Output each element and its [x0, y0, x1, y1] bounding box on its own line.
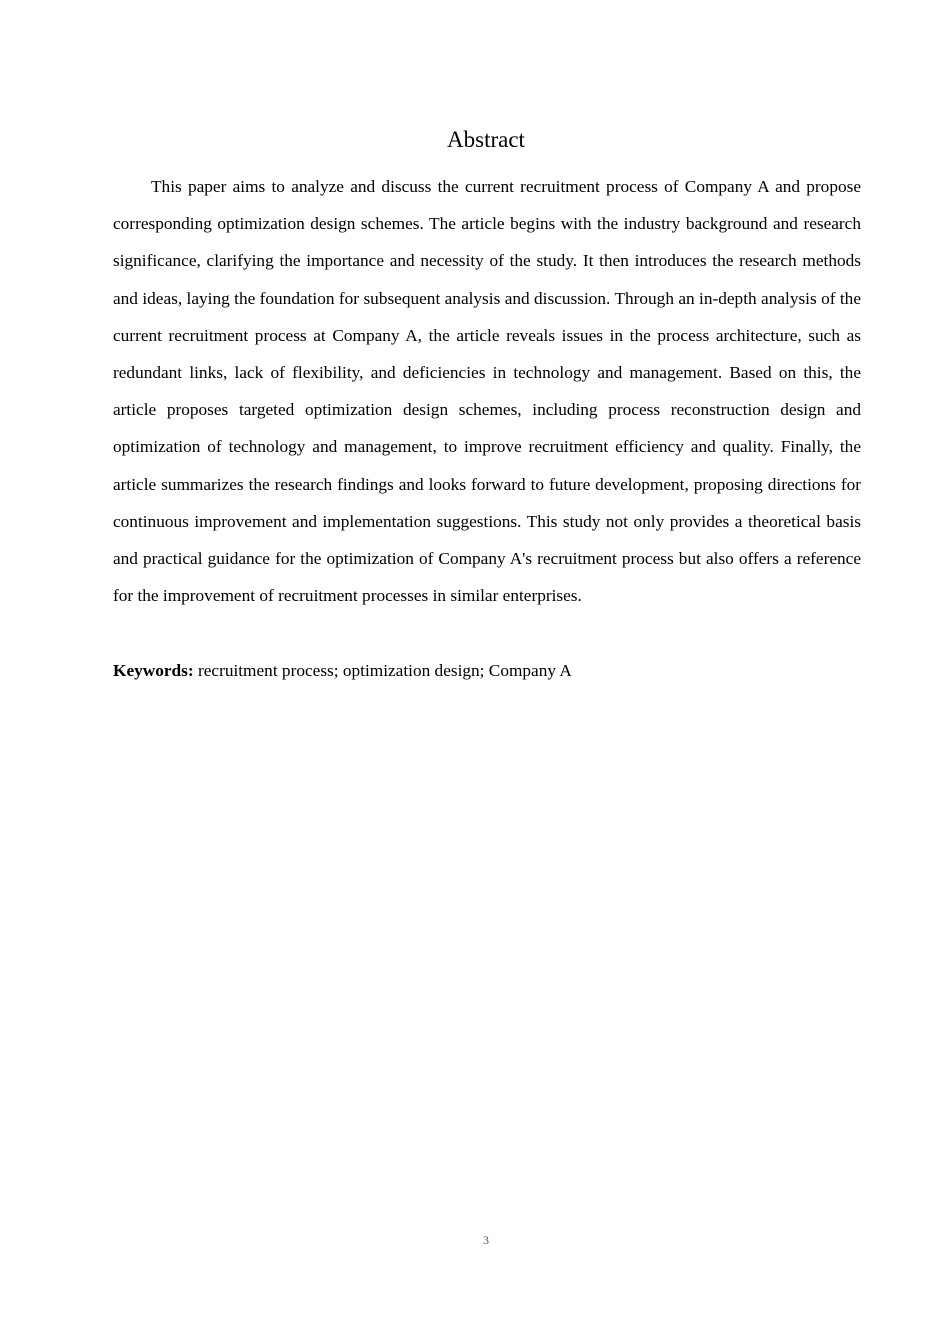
keywords-text: recruitment process; optimization design; Company A	[197, 661, 572, 680]
keywords-label: Keywords:	[113, 661, 194, 680]
page-title: Abstract	[447, 127, 525, 152]
keywords-line	[113, 657, 861, 685]
page-number: 3	[483, 1233, 489, 1247]
abstract-paragraph: This paper aims to analyze and discuss the current recruitment process of Company A and propose corresponding optimization design schemes. The article begins with the industry background and research significance, clarifying the importance and necessity of the study. It then introduces the research methods and ideas, laying the foundation for subsequent analysis and discussion. Through an in-depth analysis of the current recruitment process at Company A, the article reveals issues in the process architecture, such as redundant links, lack of flexibility, and deficiencies in technology and management. Based on this, the article proposes targeted optimization design schemes, including process reconstruction design and optimization of technology and management, to improve recruitment efficiency and quality. Finally, the article summarizes the research findings and looks forward to future development, proposing directions for continuous improvement and implementation suggestions. This study not only provides a theoretical basis and practical guidance for the optimization of Company A's recruitment process but also offers a reference for the improvement of recruitment processes in similar enterprises.	[113, 177, 861, 606]
